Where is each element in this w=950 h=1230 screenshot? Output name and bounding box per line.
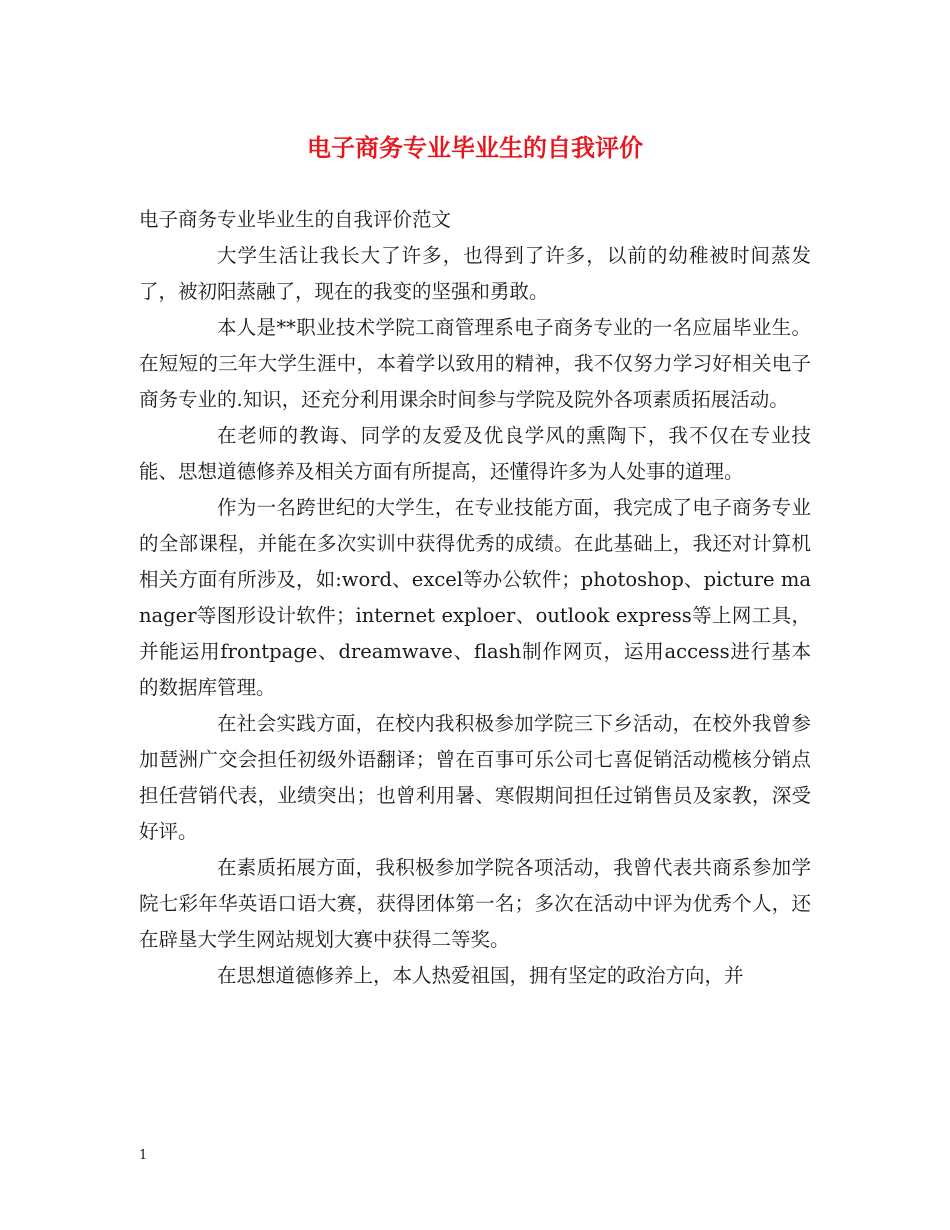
paragraph-1: 大学生活让我长大了许多，也得到了许多，以前的幼稚被时间蒸发了，被初阳蒸融了，现在的我变的坚强和勇敢。 [139, 244, 811, 303]
paragraph-5: 在社会实践方面，在校内我积极参加学院三下乡活动，在校外我曾参加琶洲广交会担任初级外语翻译；曾在百事可乐公司七喜促销活动榄核分销点担任营销代表，业绩突出；也曾利用暑、寒假期间担任过销售员及家教，深受好评。 [139, 712, 811, 843]
document-subtitle: 电子商务专业毕业生的自我评价范文 [139, 208, 452, 231]
paragraph-2: 本人是**职业技术学院工商管理系电子商务专业的一名应届毕业生。在短短的三年大学生涯中，本着学以致用的精神，我不仅努力学习好相关电子商务专业的.知识，还充分利用课余时间参与学院及院外各项素质拓展活动。 [139, 316, 811, 411]
document-title: 电子商务专业毕业生的自我评价 [307, 133, 643, 162]
page-number: 1 [139, 1148, 148, 1163]
paragraph-3: 在老师的教诲、同学的友爱及优良学风的熏陶下，我不仅在专业技能、思想道德修养及相关方面有所提高，还懂得许多为人处事的道理。 [139, 424, 811, 483]
paragraph-6: 在素质拓展方面，我积极参加学院各项活动，我曾代表共商系参加学院七彩年华英语口语大赛，获得团体第一名；多次在活动中评为优秀个人，还在辟垦大学生网站规划大赛中获得二等奖。 [139, 856, 811, 951]
paragraph-4: 作为一名跨世纪的大学生，在专业技能方面，我完成了电子商务专业的全部课程，并能在多次实训中获得优秀的成绩。在此基础上，我还对计算机相关方面有所涉及，如:word、excel等办公软件；photoshop、picture manager等图形设计软件；internet exploer、outlook express等上网工具，并能运用frontpage、dreamwave、flash制作网页，运用access进行基本的数据库管理。 [139, 496, 811, 699]
paragraph-7: 在思想道德修养上，本人热爱祖国，拥有坚定的政治方向，并 [217, 964, 744, 987]
document-body [139, 202, 811, 994]
